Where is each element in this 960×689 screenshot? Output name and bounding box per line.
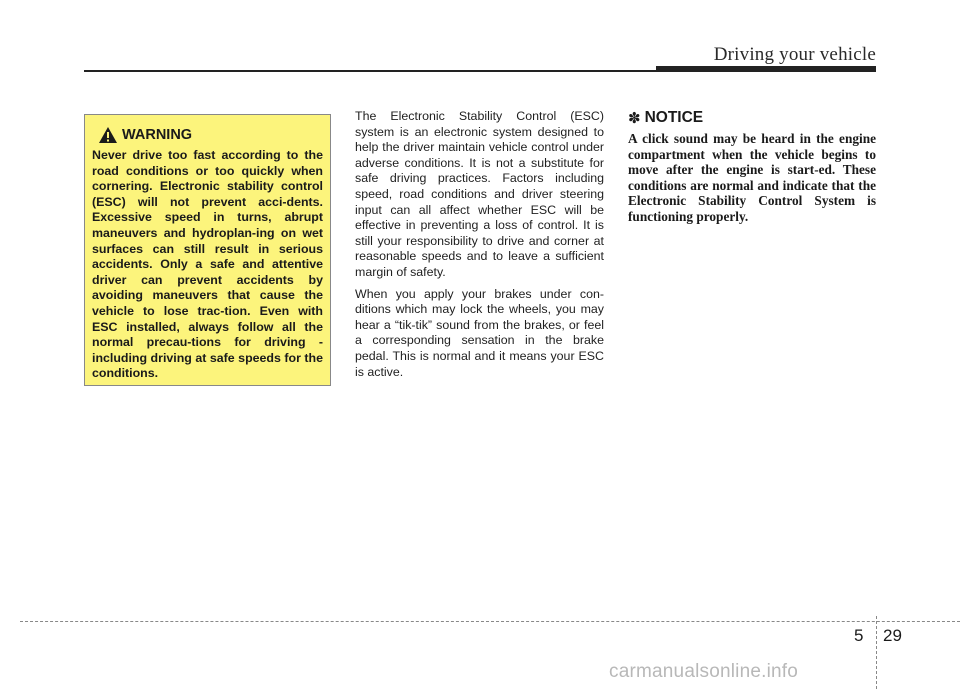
notice-asterisk-icon: ✽ bbox=[628, 109, 641, 127]
page-number: 29 bbox=[883, 626, 902, 645]
footer-divider bbox=[876, 616, 877, 689]
notice-title: NOTICE bbox=[644, 109, 704, 126]
warning-header bbox=[98, 126, 323, 144]
footer-rule bbox=[20, 621, 960, 622]
warning-triangle-icon bbox=[98, 126, 118, 144]
esc-paragraph-2: When you apply your brakes under con-ditions which may lock the wheels, you may hear a “tik-tik” sound from the brakes, or feel a corresponding sensation in the brake pedal. This is normal and it means your ESC is active. bbox=[355, 286, 604, 379]
watermark: carmanualsonline.info bbox=[609, 661, 799, 682]
notice-header bbox=[628, 109, 876, 127]
chapter-number: 5 bbox=[854, 626, 864, 645]
header-rule-accent bbox=[656, 66, 876, 72]
esc-paragraph-1: The Electronic Stability Control (ESC) system is an electronic system designed to help the driver maintain vehicle control under adverse conditions. It is not a substitute for safe driving practices. Factors including speed, road conditions and driver steering input can all affect whether ESC will be effective in preventing a loss of control. It is still your responsibility to drive and corner at reasonable speeds and to leave a sufficient margin of safety. bbox=[355, 109, 604, 279]
notice-text: A click sound may be heard in the engine compartment when the vehicle begins to move after the engine is start-ed. These conditions are normal and indicate that the Electronic Stability Control System is functioning properly. bbox=[628, 131, 876, 224]
section-title: Driving your vehicle bbox=[713, 44, 876, 65]
warning-text: Never drive too fast according to the road conditions or too quickly when cornering. Electronic stability control (ESC) will not prevent acci-dents. Excessive speed in turns, abrupt maneuvers and hydroplan-ing on wet surfaces can still result in serious accidents. Only a safe and attentive driver can prevent accidents by avoiding maneuvers that cause the vehicle to lose trac-tion. Even with ESC installed, always follow all the normal precau-tions for driving - including driving at safe speeds for the conditions. bbox=[92, 148, 323, 381]
warning-box bbox=[84, 114, 331, 386]
header-rule bbox=[84, 70, 656, 72]
warning-title: WARNING bbox=[122, 127, 193, 143]
esc-description bbox=[355, 109, 604, 386]
notice-section bbox=[628, 109, 876, 225]
